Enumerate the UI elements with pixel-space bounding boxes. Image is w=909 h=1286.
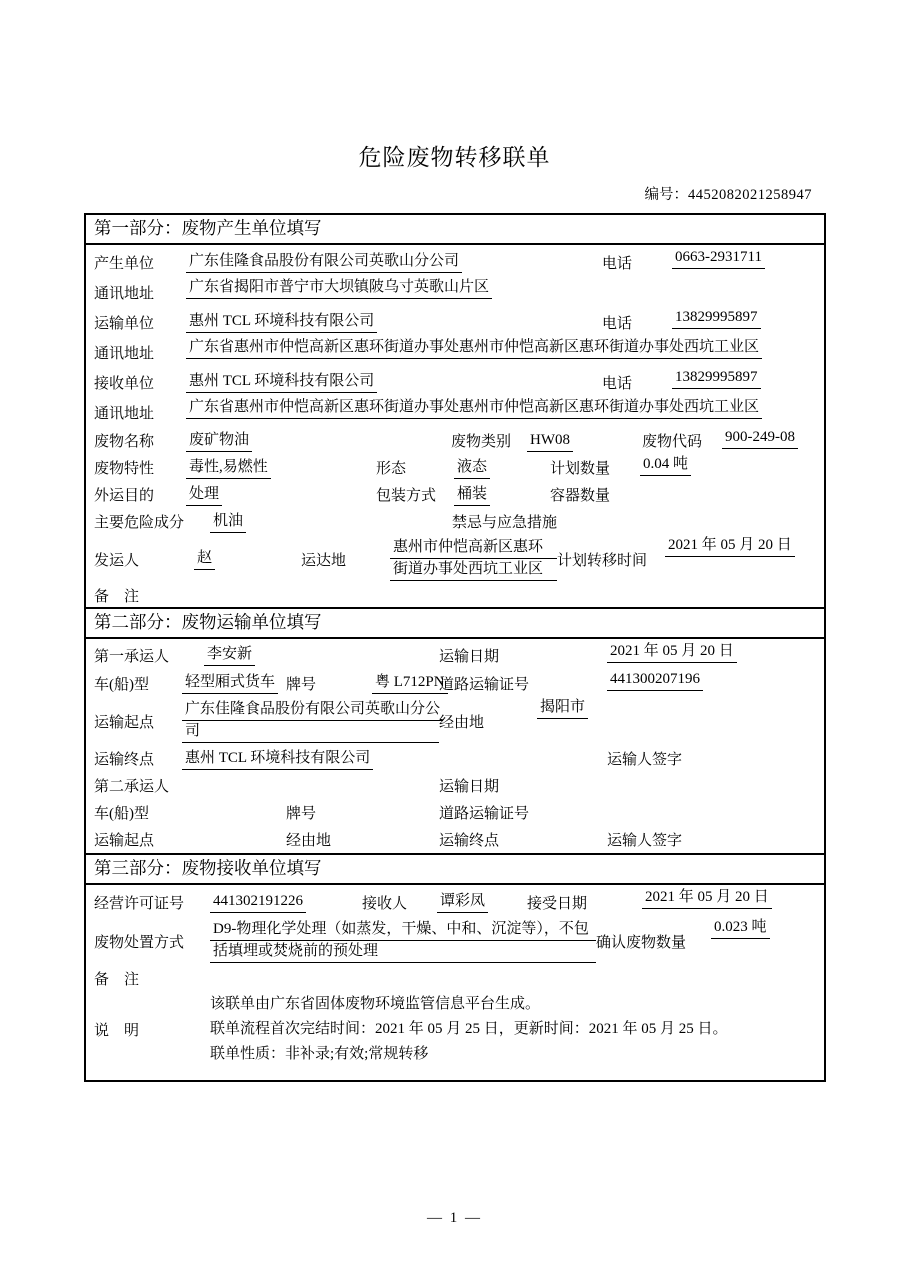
- confirmed-qty-value: 0.023 吨: [711, 917, 770, 939]
- transporter-phone-label: 电话: [602, 315, 633, 332]
- packing-label: 包装方式: [376, 488, 437, 504]
- row-transporter-address: [86, 337, 824, 367]
- transfer-time-value: 2021 年 05 月 20 日: [665, 535, 795, 557]
- vehicle1-cell: [182, 672, 286, 694]
- receiver-value: 惠州 TCL 环境科技有限公司: [186, 371, 377, 393]
- note-line3: 联单性质：非补录;有效;常规转移: [210, 1046, 429, 1062]
- disposal-label: 废物处置方式: [94, 934, 185, 951]
- row-purpose: [86, 481, 824, 508]
- form-cell: [454, 457, 550, 479]
- terminal1-value: 惠州 TCL 环境科技有限公司: [182, 748, 373, 770]
- waste-name-value: 废矿物油: [186, 430, 252, 452]
- form-value: 液态: [454, 457, 490, 479]
- sign2-label: 运输人签字: [607, 833, 683, 849]
- row-origin1: [86, 697, 824, 745]
- waste-name-cell: [186, 430, 451, 452]
- row-notes: [86, 992, 824, 1067]
- waste-property-cell: [186, 457, 376, 479]
- disposal-cell: [210, 919, 596, 963]
- destination-value-line2: 街道办事处西坑工业区: [390, 559, 557, 581]
- plate1-cell: [372, 672, 445, 694]
- planned-qty-value: 0.04 吨: [640, 454, 691, 476]
- packing-value: 桶装: [454, 484, 490, 506]
- waste-name-label: 废物名称: [94, 434, 155, 450]
- receiver-phone-value: 13829995897: [672, 367, 761, 389]
- row-vehicle1: [86, 669, 824, 697]
- row-hazard: [86, 508, 824, 535]
- producer-phone-label: 电话: [602, 255, 633, 272]
- waste-category-cell: [527, 430, 642, 452]
- note-line1: 该联单由广东省固体废物环境监管信息平台生成。: [210, 996, 541, 1012]
- carrier1-cell: [204, 644, 439, 666]
- note-line2: 联单流程首次完结时间：2021 年 05 月 25 日，更新时间：2021 年 05 月 25 日。: [210, 1021, 728, 1037]
- row-receiver: [86, 367, 824, 397]
- transporter-address-label: 通讯地址: [94, 345, 155, 362]
- producer-value: 广东佳隆食品股份有限公司英歌山分公司: [186, 251, 462, 273]
- emergency-label: 禁忌与应急措施: [452, 515, 558, 531]
- purpose-value: 处理: [186, 484, 222, 506]
- form-label: 形态: [376, 461, 407, 477]
- consignor-cell: [194, 548, 301, 570]
- row-receiver-address: [86, 397, 824, 427]
- row-remark-s1: [86, 583, 824, 607]
- receiver-person-label: 接收人: [362, 895, 408, 912]
- vehicle2-label: 车(船)型: [94, 806, 149, 822]
- waste-category-label: 废物类别: [451, 434, 512, 450]
- carrier1-name: 李安新: [204, 644, 255, 666]
- origin2-label: 运输起点: [94, 833, 155, 849]
- transfer-time-label: 计划转移时间: [557, 552, 648, 569]
- waste-property-label: 废物特性: [94, 461, 155, 477]
- waste-property-value: 毒性,易燃性: [186, 457, 271, 479]
- table-bottom-spacer: [86, 1067, 824, 1080]
- hazard-value: 机油: [210, 511, 246, 533]
- row-carrier2: [86, 772, 824, 799]
- document-number: [84, 185, 826, 205]
- transport-date1-value: 2021 年 05 月 20 日: [607, 641, 737, 663]
- carrier2-label: 第二承运人: [94, 779, 170, 795]
- permit2-label: 道路运输证号: [439, 806, 530, 822]
- plate1-label: 牌号: [286, 676, 317, 693]
- waste-code-value: 900-249-08: [722, 427, 798, 449]
- row-producer: [86, 247, 824, 277]
- row-waste-property: [86, 454, 824, 481]
- document-number-label: 编号：: [644, 187, 688, 203]
- hazard-label: 主要危险成分: [94, 515, 185, 531]
- receive-date-value: 2021 年 05 月 20 日: [642, 887, 772, 909]
- via2-label: 经由地: [286, 833, 332, 849]
- via1-label: 经由地: [439, 714, 485, 731]
- via1-value: 揭阳市: [537, 697, 588, 719]
- section2-header: 第二部分：废物运输单位填写: [86, 607, 824, 639]
- hazard-cell: [210, 511, 452, 533]
- transporter-value-cell: [186, 311, 602, 333]
- row-consignor: [86, 535, 824, 583]
- license-cell: [210, 891, 362, 913]
- document-title: 危险废物转移联单: [358, 145, 551, 170]
- manifest-table: [84, 213, 826, 1082]
- receiver-phone-label: 电话: [602, 375, 633, 392]
- terminal1-label: 运输终点: [94, 752, 155, 768]
- transporter-label: 运输单位: [94, 315, 155, 332]
- row-vehicle2: [86, 799, 824, 826]
- section1-body: [86, 245, 824, 607]
- producer-address-value: 广东省揭阳市普宁市大坝镇陂乌寸英歌山片区: [186, 277, 492, 299]
- section2-body: [86, 639, 824, 853]
- producer-address-label: 通讯地址: [94, 285, 155, 302]
- permit1-label: 道路运输证号: [439, 676, 530, 693]
- sign1-label: 运输人签字: [607, 752, 683, 768]
- document-number-value: 4452082021258947: [688, 187, 812, 203]
- row-terminal1: [86, 745, 824, 772]
- disposal-value-line2: 括填埋或焚烧前的预处理: [210, 941, 596, 963]
- packing-cell: [454, 484, 550, 506]
- permit1-value: 441300207196: [607, 669, 703, 691]
- row-producer-address: [86, 277, 824, 307]
- receiver-address-label: 通讯地址: [94, 405, 155, 422]
- origin1-value-line2: 司: [182, 721, 439, 743]
- row-carrier1: [86, 641, 824, 669]
- remark-label-s1: 备 注: [94, 588, 140, 605]
- section3-body: [86, 885, 824, 1080]
- receive-date-label: 接受日期: [527, 895, 588, 912]
- receiver-value-cell: [186, 371, 602, 393]
- destination-cell: [390, 537, 557, 581]
- confirmed-qty-label: 确认废物数量: [596, 934, 687, 951]
- receiver-person-value: 谭彩凤: [437, 891, 488, 913]
- purpose-cell: [186, 484, 376, 506]
- consignor-label: 发运人: [94, 552, 140, 569]
- transport-date1-label: 运输日期: [439, 648, 500, 665]
- note-label: 说 明: [94, 1023, 140, 1039]
- waste-category-value: HW08: [527, 430, 573, 452]
- plate1-value: 粤 L712PN: [372, 672, 448, 694]
- row-waste-name: [86, 427, 824, 454]
- note-lines: [210, 992, 728, 1067]
- origin1-value-line1: 广东佳隆食品股份有限公司英歌山分公: [182, 699, 443, 721]
- receiver-person-cell: [437, 891, 527, 913]
- origin1-cell: [182, 699, 439, 743]
- transporter-phone-value: 13829995897: [672, 307, 761, 329]
- transport-date2-label: 运输日期: [439, 779, 500, 795]
- producer-label: 产生单位: [94, 255, 155, 272]
- row-transporter: [86, 307, 824, 337]
- purpose-label: 外运目的: [94, 488, 155, 504]
- consignor-value: 赵: [194, 548, 215, 570]
- page-number: — 1 —: [427, 1210, 482, 1226]
- license-label: 经营许可证号: [94, 895, 185, 912]
- transporter-value: 惠州 TCL 环境科技有限公司: [186, 311, 377, 333]
- vehicle1-value: 轻型厢式货车: [182, 672, 278, 694]
- origin1-label: 运输起点: [94, 714, 155, 731]
- terminal2-label: 运输终点: [439, 833, 500, 849]
- container-qty-label: 容器数量: [550, 488, 611, 504]
- row-disposal: [86, 917, 824, 965]
- transporter-address-value: 广东省惠州市仲恺高新区惠环街道办事处惠州市仲恺高新区惠环街道办事处西坑工业区: [186, 337, 762, 359]
- row-remark-s3: [86, 965, 824, 992]
- destination-label: 运达地: [301, 552, 347, 569]
- terminal1-cell: [182, 748, 607, 770]
- section3-header: 第三部分：废物接收单位填写: [86, 853, 824, 885]
- remark-label-s3: 备 注: [94, 972, 140, 988]
- receiver-address-value: 广东省惠州市仲恺高新区惠环街道办事处惠州市仲恺高新区惠环街道办事处西坑工业区: [186, 397, 762, 419]
- vehicle1-label: 车(船)型: [94, 676, 149, 693]
- plate2-label: 牌号: [286, 806, 317, 822]
- section1-header: 第一部分：废物产生单位填写: [86, 215, 824, 245]
- planned-qty-label: 计划数量: [550, 461, 611, 477]
- row-license: [86, 887, 824, 917]
- carrier1-label: 第一承运人: [94, 648, 170, 665]
- destination-value-line1: 惠州市仲恺高新区惠环: [390, 537, 557, 559]
- producer-value-cell: [186, 251, 602, 273]
- producer-phone-value: 0663-2931711: [672, 247, 765, 269]
- waste-code-label: 废物代码: [642, 434, 703, 450]
- license-value: 441302191226: [210, 891, 306, 913]
- row-origin2: [86, 826, 824, 853]
- receiver-label: 接收单位: [94, 375, 155, 392]
- disposal-value-line1: D9-物理化学处理（如蒸发，干燥、中和、沉淀等），不包: [210, 919, 596, 941]
